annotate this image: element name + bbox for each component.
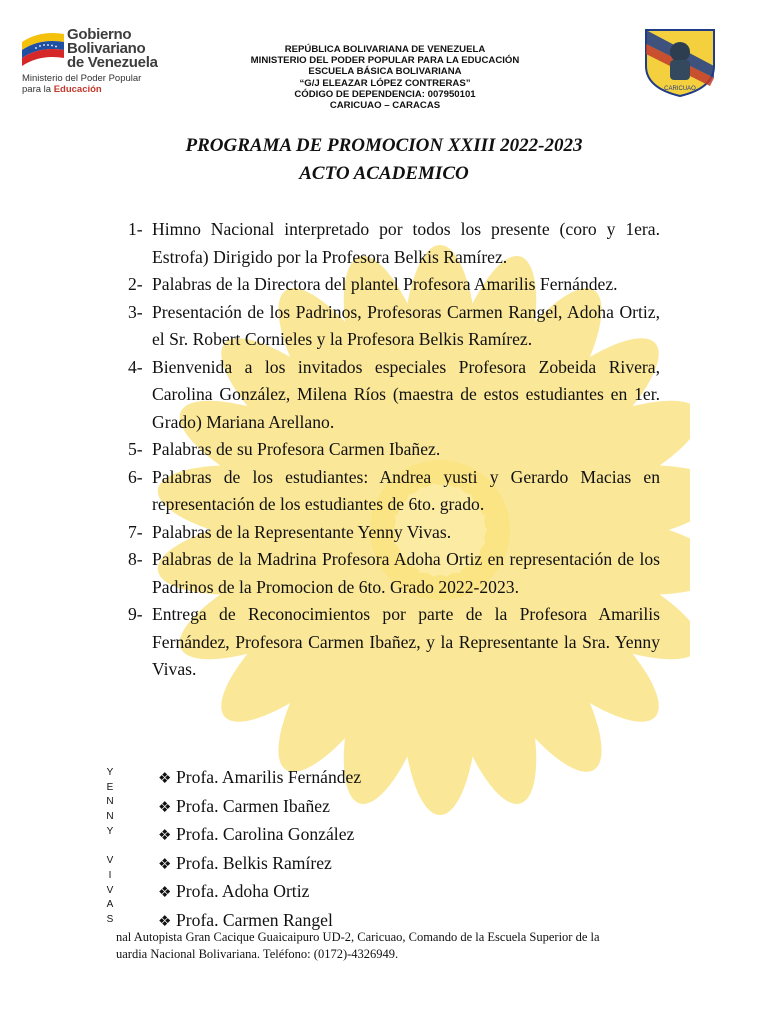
program-item-text: Himno Nacional interpretado por todos los presente (coro y 1era. Estrofa) Dirigido por la Profesora Belkis Ramírez. xyxy=(152,219,660,267)
gov-line-3: de Venezuela xyxy=(67,54,158,71)
program-item xyxy=(128,436,660,464)
program-item-number: 7- xyxy=(128,521,143,542)
vertical-letter: N xyxy=(106,811,114,823)
government-logo xyxy=(20,28,200,98)
header-line: REPÚBLICA BOLIVARIANA DE VENEZUELA xyxy=(284,44,486,55)
program-item-number: 3- xyxy=(128,301,143,322)
venezuela-flag-icon xyxy=(20,28,66,72)
vertical-letter xyxy=(103,840,117,855)
ministry-prefix: para la xyxy=(22,84,54,95)
recognition-name: Profa. Carmen Ibañez xyxy=(176,795,330,816)
recognition-name: Profa. Carmen Rangel xyxy=(176,909,333,930)
school-logo-caption: CARICUAO xyxy=(664,86,696,92)
vertical-letter: V xyxy=(106,884,114,896)
program-item-text: Presentación de los Padrinos, Profesoras Carmen Rangel, Adoha Ortiz, el Sr. Robert Cornieles y la Profesora Belkis Ramírez. xyxy=(152,301,660,349)
recognition-name: Profa. Amarilis Fernández xyxy=(176,767,362,787)
footer-address xyxy=(116,929,676,963)
vertical-letter: A xyxy=(106,899,114,911)
vertical-letter: Y xyxy=(106,825,114,837)
vertical-signature-name xyxy=(103,766,117,928)
ministry-highlight: Educación xyxy=(53,84,102,95)
recognition-item xyxy=(158,878,361,907)
program-item-number: 1- xyxy=(128,219,143,239)
header-line: MINISTERIO DEL PODER POPULAR PARA LA EDUCACIÓN xyxy=(250,55,520,67)
ministry-line-2 xyxy=(22,84,141,95)
program-item-text: Bienvenida a los invitados especiales Profesora Zobeida Rivera, Carolina González, Milena Ríos (maestra de estos estudiantes en 1er. Grado) Mariana Arellano. xyxy=(152,356,660,432)
header-line: CARICUAO – CARACAS xyxy=(329,100,441,112)
vertical-letter: N xyxy=(106,796,114,808)
program-item xyxy=(128,464,660,519)
program-item xyxy=(128,354,660,437)
program-item xyxy=(128,601,660,684)
header-line: ESCUELA BÁSICA BOLIVARIANA xyxy=(308,66,462,78)
diamond-bullet-icon: ❖ xyxy=(158,769,172,787)
recognition-item xyxy=(158,821,361,850)
program-list xyxy=(128,216,660,684)
diamond-bullet-icon: ❖ xyxy=(158,797,172,816)
program-item-text: Palabras de la Madrina Profesora Adoha Ortiz en representación de los Padrinos de la Promocion de 6to. Grado 2022-2023. xyxy=(152,549,660,597)
vertical-letter: E xyxy=(106,781,114,793)
vertical-letter: Y xyxy=(106,767,114,778)
program-item-number: 4- xyxy=(128,356,143,377)
recognition-name: Profa. Adoha Ortiz xyxy=(176,881,310,901)
program-item xyxy=(128,519,660,547)
recognition-item xyxy=(158,850,361,879)
recognition-item xyxy=(158,764,361,793)
recognition-item xyxy=(158,793,361,822)
program-item-number: 9- xyxy=(128,604,143,624)
program-item xyxy=(128,546,660,601)
footer-line-2: uardia Nacional Bolivariana. Teléfono: (0172)-4326949. xyxy=(116,947,399,961)
diamond-bullet-icon: ❖ xyxy=(158,883,172,901)
school-shield-icon xyxy=(640,26,720,98)
program-item-number: 8- xyxy=(128,549,143,569)
program-item-text: Palabras de su Profesora Carmen Ibañez. xyxy=(152,439,441,459)
ministry-label xyxy=(22,73,141,95)
diamond-bullet-icon: ❖ xyxy=(158,854,172,873)
program-item-number: 2- xyxy=(128,274,143,294)
program-item-number: 5- xyxy=(128,439,143,459)
program-item-text: Palabras de la Representante Yenny Vivas. xyxy=(152,521,452,542)
program-item xyxy=(128,216,660,271)
program-item-text: Entrega de Reconocimientos por parte de la Profesora Amarilis Fernández, Profesora Carmen Ibañez, y la Representante la Sra. Yenny Vivas. xyxy=(152,604,660,679)
diamond-bullet-icon: ❖ xyxy=(158,911,172,930)
gov-line-1: Gobierno xyxy=(67,26,132,43)
vertical-letter: I xyxy=(108,869,112,881)
program-item-number: 6- xyxy=(128,466,143,487)
document-subtitle: ACTO ACADEMICO xyxy=(299,163,469,184)
program-item xyxy=(128,299,660,354)
program-item-text: Palabras de los estudiantes: Andrea yusti y Gerardo Macias en representación de los estudiantes de 6to. grado. xyxy=(152,466,660,514)
program-item xyxy=(128,271,660,299)
government-name xyxy=(67,28,158,70)
ministry-line-1: Ministerio del Poder Popular xyxy=(22,73,142,84)
recognition-name: Profa. Carolina González xyxy=(176,824,355,844)
program-item-text: Palabras de la Directora del plantel Profesora Amarilis Fernández. xyxy=(152,274,618,294)
header-line: CÓDIGO DE DEPENDENCIA: 007950101 xyxy=(294,88,476,100)
document-title: PROGRAMA DE PROMOCION XXIII 2022-2023 xyxy=(185,135,583,156)
vertical-letter: S xyxy=(106,914,114,926)
vertical-letter: V xyxy=(106,855,114,867)
recognition-list xyxy=(158,764,361,935)
diamond-bullet-icon: ❖ xyxy=(158,826,172,844)
gov-line-2: Bolivariano xyxy=(67,40,146,57)
footer-line-1: nal Autopista Gran Cacique Guaicaipuro UD-2, Caricuao, Comando de la Escuela Superior de la xyxy=(116,930,600,944)
institution-header xyxy=(180,44,590,111)
header-line: “G/J ELEAZAR LÓPEZ CONTRERAS” xyxy=(299,77,471,89)
recognition-name: Profa. Belkis Ramírez xyxy=(176,852,332,873)
